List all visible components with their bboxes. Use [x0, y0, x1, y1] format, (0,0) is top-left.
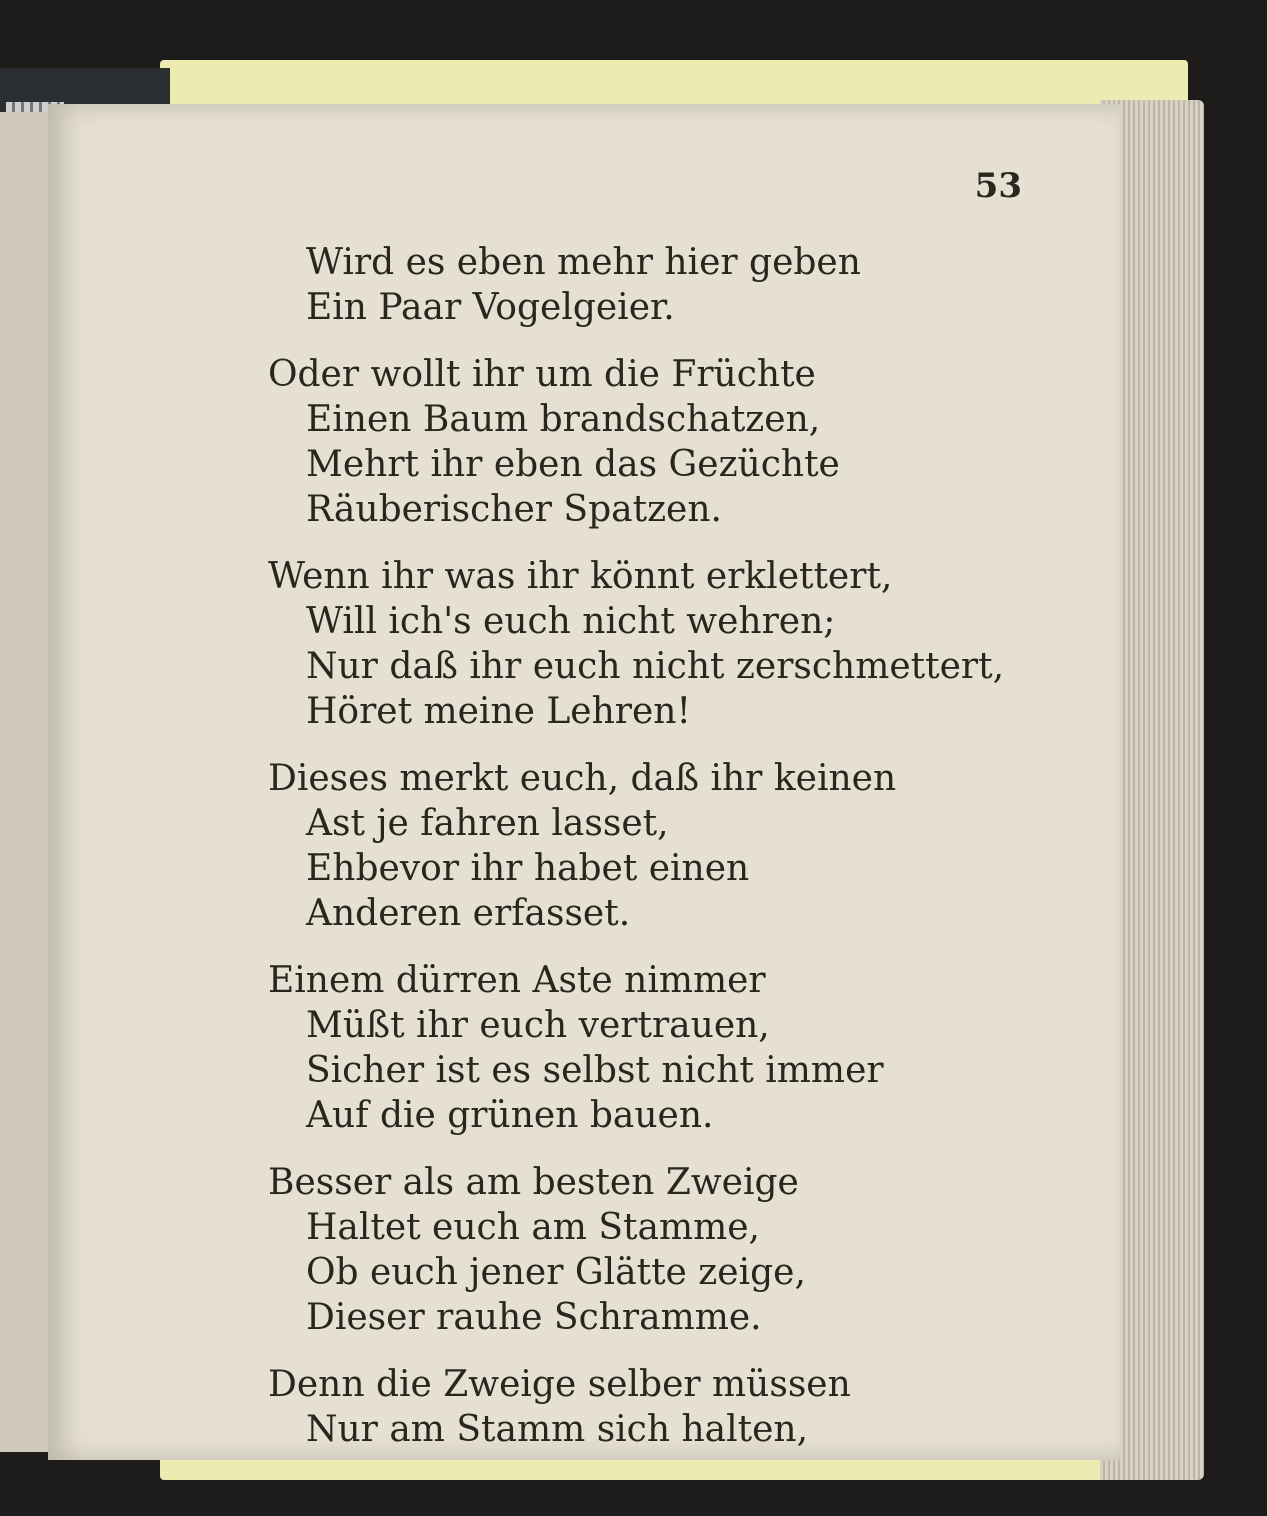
- poem-line: Ast je fahren lasset,: [306, 803, 669, 844]
- poem-line: Einem dürren Aste nimmer: [268, 960, 766, 1001]
- poem-line: Auf die grünen bauen.: [306, 1095, 714, 1136]
- poem-line: Nur daß ihr euch nicht zerschmettert,: [306, 646, 1005, 687]
- poem-line: Denn die Zweige selber müssen: [268, 1364, 851, 1405]
- poem-line: Ehbevor ihr habet einen: [306, 848, 750, 889]
- poem-line: Müßt ihr euch vertrauen,: [306, 1005, 770, 1046]
- stanza: [268, 958, 1004, 1138]
- poem-line: Besser als am besten Zweige: [268, 1162, 799, 1203]
- poem-line: Dieser rauhe Schramme.: [306, 1297, 762, 1338]
- stanza: [268, 756, 1004, 936]
- poem-line: Will ich's euch nicht wehren;: [306, 601, 836, 642]
- left-page-edge: [0, 112, 54, 1452]
- stanza: [268, 1160, 1004, 1340]
- page-number: 53: [974, 166, 1022, 206]
- poem-line: Einen Baum brandschatzen,: [306, 399, 821, 440]
- poem-line: Sicher ist es selbst nicht immer: [306, 1050, 884, 1091]
- poem-line: Ob euch jener Glätte zeige,: [306, 1252, 806, 1293]
- poem-line: Wird es eben mehr hier geben: [306, 242, 861, 283]
- poem-line: Ein Paar Vogelgeier.: [306, 287, 675, 328]
- book-page: [48, 104, 1120, 1460]
- poem-line: Räuberischer Spatzen.: [306, 489, 722, 530]
- poem-line: Anderen erfasset.: [306, 893, 631, 934]
- poem-line: Wenn ihr was ihr könnt erklettert,: [268, 556, 893, 597]
- stanza: [268, 554, 1004, 734]
- stanza: [268, 240, 1004, 330]
- poem: [268, 240, 1004, 1474]
- poem-line: Höret meine Lehren!: [306, 691, 691, 732]
- poem-line: Dieses merkt euch, daß ihr keinen: [268, 758, 897, 799]
- poem-line: Haltet euch am Stamme,: [306, 1207, 760, 1248]
- stanza: [268, 1362, 1004, 1452]
- stanza: [268, 352, 1004, 532]
- poem-line: Nur am Stamm sich halten,: [306, 1409, 809, 1450]
- poem-line: Mehrt ihr eben das Gezüchte: [306, 444, 840, 485]
- poem-line: Oder wollt ihr um die Früchte: [268, 354, 816, 395]
